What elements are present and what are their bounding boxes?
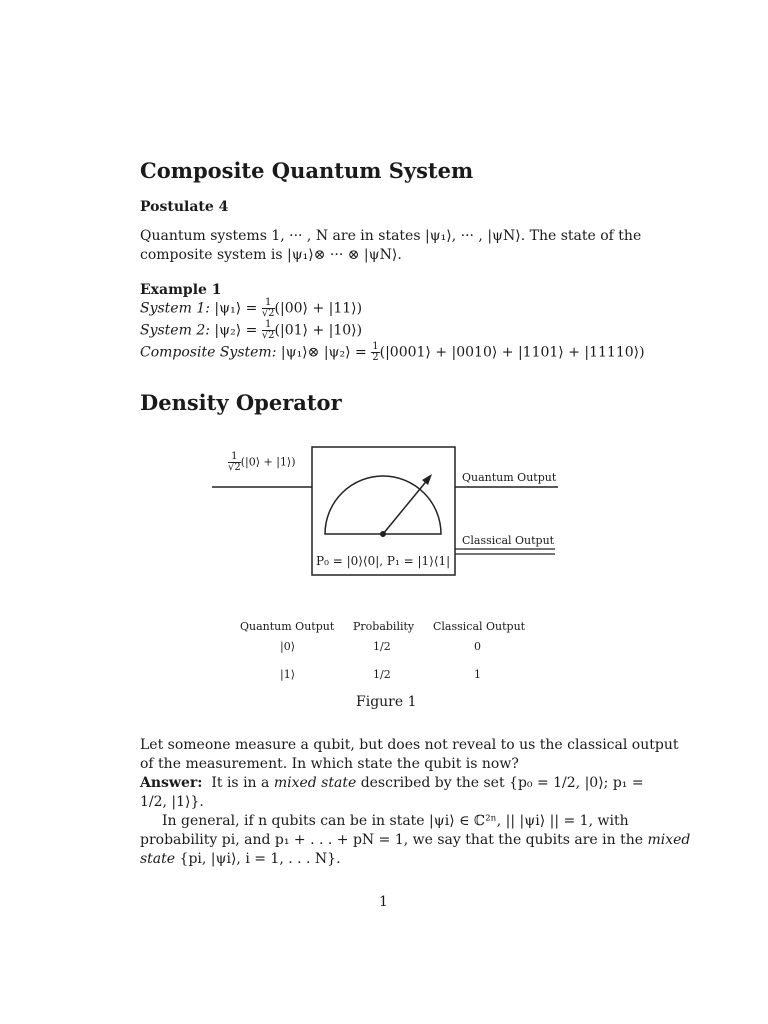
classical-output-label: Classical Output	[462, 534, 555, 547]
measurement-figure	[210, 440, 560, 690]
general-line1: In general, if n qubits can be in state |ψi⟩ ∈ ℂ²ⁿ, || |ψi⟩ || = 1, with	[162, 813, 629, 829]
table-cell: 0	[474, 640, 481, 653]
system2-equation	[140, 320, 362, 342]
projector-label: P₀ = |0⟩⟨0|, P₁ = |1⟩⟨1|	[316, 554, 451, 568]
table-cell: 1/2	[373, 668, 391, 681]
system1-equation	[140, 298, 362, 320]
page-number: 1	[379, 894, 388, 910]
system2-eq-right: (|01⟩ + |10⟩)	[274, 322, 363, 339]
table-cell: |0⟩	[280, 640, 295, 653]
system2-eq-left: |ψ₂⟩ =	[214, 322, 258, 339]
postulate-text-line1: Quantum systems 1, ··· , N are in states |ψ₁⟩, ··· , |ψN⟩. The state of the	[140, 228, 642, 244]
postulate-heading: Postulate 4	[140, 199, 229, 215]
answer-label: Answer:	[140, 775, 203, 791]
composite-eq-right: (|0001⟩ + |0010⟩ + |1101⟩ + |11110⟩)	[379, 344, 645, 361]
table-header-quantum-output: Quantum Output	[240, 620, 335, 633]
section-title-composite: Composite Quantum System	[140, 158, 474, 183]
question-line2: of the measurement. In which state the qubit is now?	[140, 756, 519, 772]
answer-line1: Answer: It is in a mixed state described by the set {p₀ = 1/2, |0⟩; p₁ =	[140, 775, 644, 791]
system2-fraction: $\frac{1}{√2}$	[261, 319, 275, 341]
input-state-label: $\frac{1}{√2}$ (|0⟩ + |1⟩)	[228, 451, 296, 473]
system1-eq-left: |ψ₁⟩ =	[214, 300, 258, 317]
table-cell: |1⟩	[280, 668, 295, 681]
composite-fraction: $\frac{1}{2}$	[372, 341, 379, 363]
table-header-classical-output: Classical Output	[433, 620, 526, 633]
composite-label: Composite System:	[140, 344, 277, 361]
table-header-probability: Probability	[353, 620, 415, 633]
quantum-output-label: Quantum Output	[462, 471, 557, 484]
system1-eq-right: (|00⟩ + |11⟩)	[274, 300, 363, 317]
figure-caption: Figure 1	[356, 694, 417, 710]
general-line2: probability pi, and p₁ + . . . + pN = 1, we say that the qubits are in the mixed	[140, 832, 691, 848]
composite-eq-left: |ψ₁⟩⊗ |ψ₂⟩ =	[280, 344, 367, 361]
system1-label: System 1:	[140, 300, 210, 317]
meter-pivot	[380, 531, 386, 537]
postulate-text-line2: composite system is |ψ₁⟩⊗ ··· ⊗ |ψN⟩.	[140, 247, 402, 263]
system2-label: System 2:	[140, 322, 210, 339]
table-cell: 1	[474, 668, 481, 681]
composite-equation	[140, 342, 645, 364]
system1-fraction: $\frac{1}{√2}$	[261, 297, 275, 319]
example-heading: Example 1	[140, 282, 222, 298]
answer-line2: 1/2, |1⟩}.	[140, 794, 204, 810]
general-line3: state {pi, |ψi⟩, i = 1, . . . N}.	[140, 851, 341, 867]
question-line1: Let someone measure a qubit, but does not reveal to us the classical output	[140, 737, 679, 753]
section-title-density: Density Operator	[140, 390, 342, 415]
table-cell: 1/2	[373, 640, 391, 653]
